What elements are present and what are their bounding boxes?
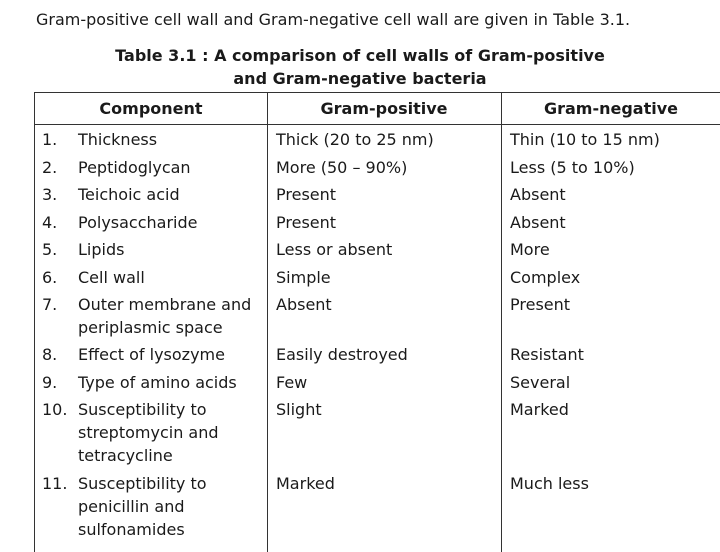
cell-gram-negative: Absent [510, 213, 566, 232]
row-number: 11. [42, 474, 68, 493]
row-number: 9. [42, 373, 58, 392]
row-number: 7. [42, 295, 58, 314]
cell-gram-positive: Few [276, 373, 308, 392]
cell-gram-negative: Thin (10 to 15 nm) [510, 130, 660, 149]
cell-gram-negative: Marked [510, 400, 569, 419]
row-number: 4. [42, 213, 58, 232]
cell-gram-negative: Much less [510, 474, 589, 493]
row-number: 5. [42, 240, 58, 259]
row-number: 2. [42, 158, 58, 177]
cell-gram-positive: More (50 – 90%) [276, 158, 408, 177]
cell-gram-positive: Thick (20 to 25 nm) [276, 130, 434, 149]
cell-gram-negative: Less (5 to 10%) [510, 158, 635, 177]
cell-gram-positive: Simple [276, 268, 331, 287]
cell-component: Thickness [78, 130, 158, 149]
cell-component: Teichoic acid [78, 185, 180, 204]
cell-component: Type of amino acids [78, 373, 237, 392]
table-caption [0, 44, 720, 90]
cell-gram-positive: Marked [276, 474, 335, 493]
cell-gram-positive: Less or absent [276, 240, 393, 259]
column-divider [501, 93, 502, 552]
cell-gram-positive: Present [276, 185, 337, 204]
cell-gram-negative: Absent [510, 185, 566, 204]
cell-gram-negative: Resistant [510, 345, 584, 364]
row-number: 6. [42, 268, 58, 287]
row-number: 3. [42, 185, 58, 204]
cell-component: Peptidoglycan [78, 158, 191, 177]
cell-gram-positive: Present [276, 213, 337, 232]
comparison-table [34, 92, 720, 552]
cell-component: Effect of lysozyme [78, 345, 225, 364]
cell-component: Susceptibility to penicillin and sulfonamides [78, 474, 207, 539]
row-number: 10. [42, 400, 68, 419]
cell-component: Polysaccharide [78, 213, 198, 232]
cell-component: Lipids [78, 240, 125, 259]
cell-gram-positive: Easily destroyed [276, 345, 408, 364]
cell-gram-negative: Present [510, 295, 571, 314]
column-divider [267, 93, 268, 552]
row-number: 1. [42, 130, 58, 149]
header-divider [35, 124, 720, 125]
caption-line-1: Table 3.1 : A comparison of cell walls of Gram-positive [115, 46, 605, 65]
caption-line-2: and Gram-negative bacteria [233, 69, 487, 88]
intro-text: Gram-positive cell wall and Gram-negative cell wall are given in Table 3.1. [36, 10, 631, 29]
cell-gram-positive: Slight [276, 400, 322, 419]
cell-gram-negative: Complex [510, 268, 581, 287]
cell-component: Outer membrane and periplasmic space [78, 295, 252, 337]
cell-gram-positive: Absent [276, 295, 332, 314]
cell-gram-negative: Several [510, 373, 571, 392]
header-gram-negative: Gram-negative [543, 99, 679, 118]
cell-gram-negative: More [510, 240, 550, 259]
cell-component: Cell wall [78, 268, 145, 287]
header-component: Component [99, 99, 203, 118]
cell-component: Susceptibility to streptomycin and tetracycline [78, 400, 219, 465]
row-number: 8. [42, 345, 58, 364]
header-gram-positive: Gram-positive [320, 99, 448, 118]
